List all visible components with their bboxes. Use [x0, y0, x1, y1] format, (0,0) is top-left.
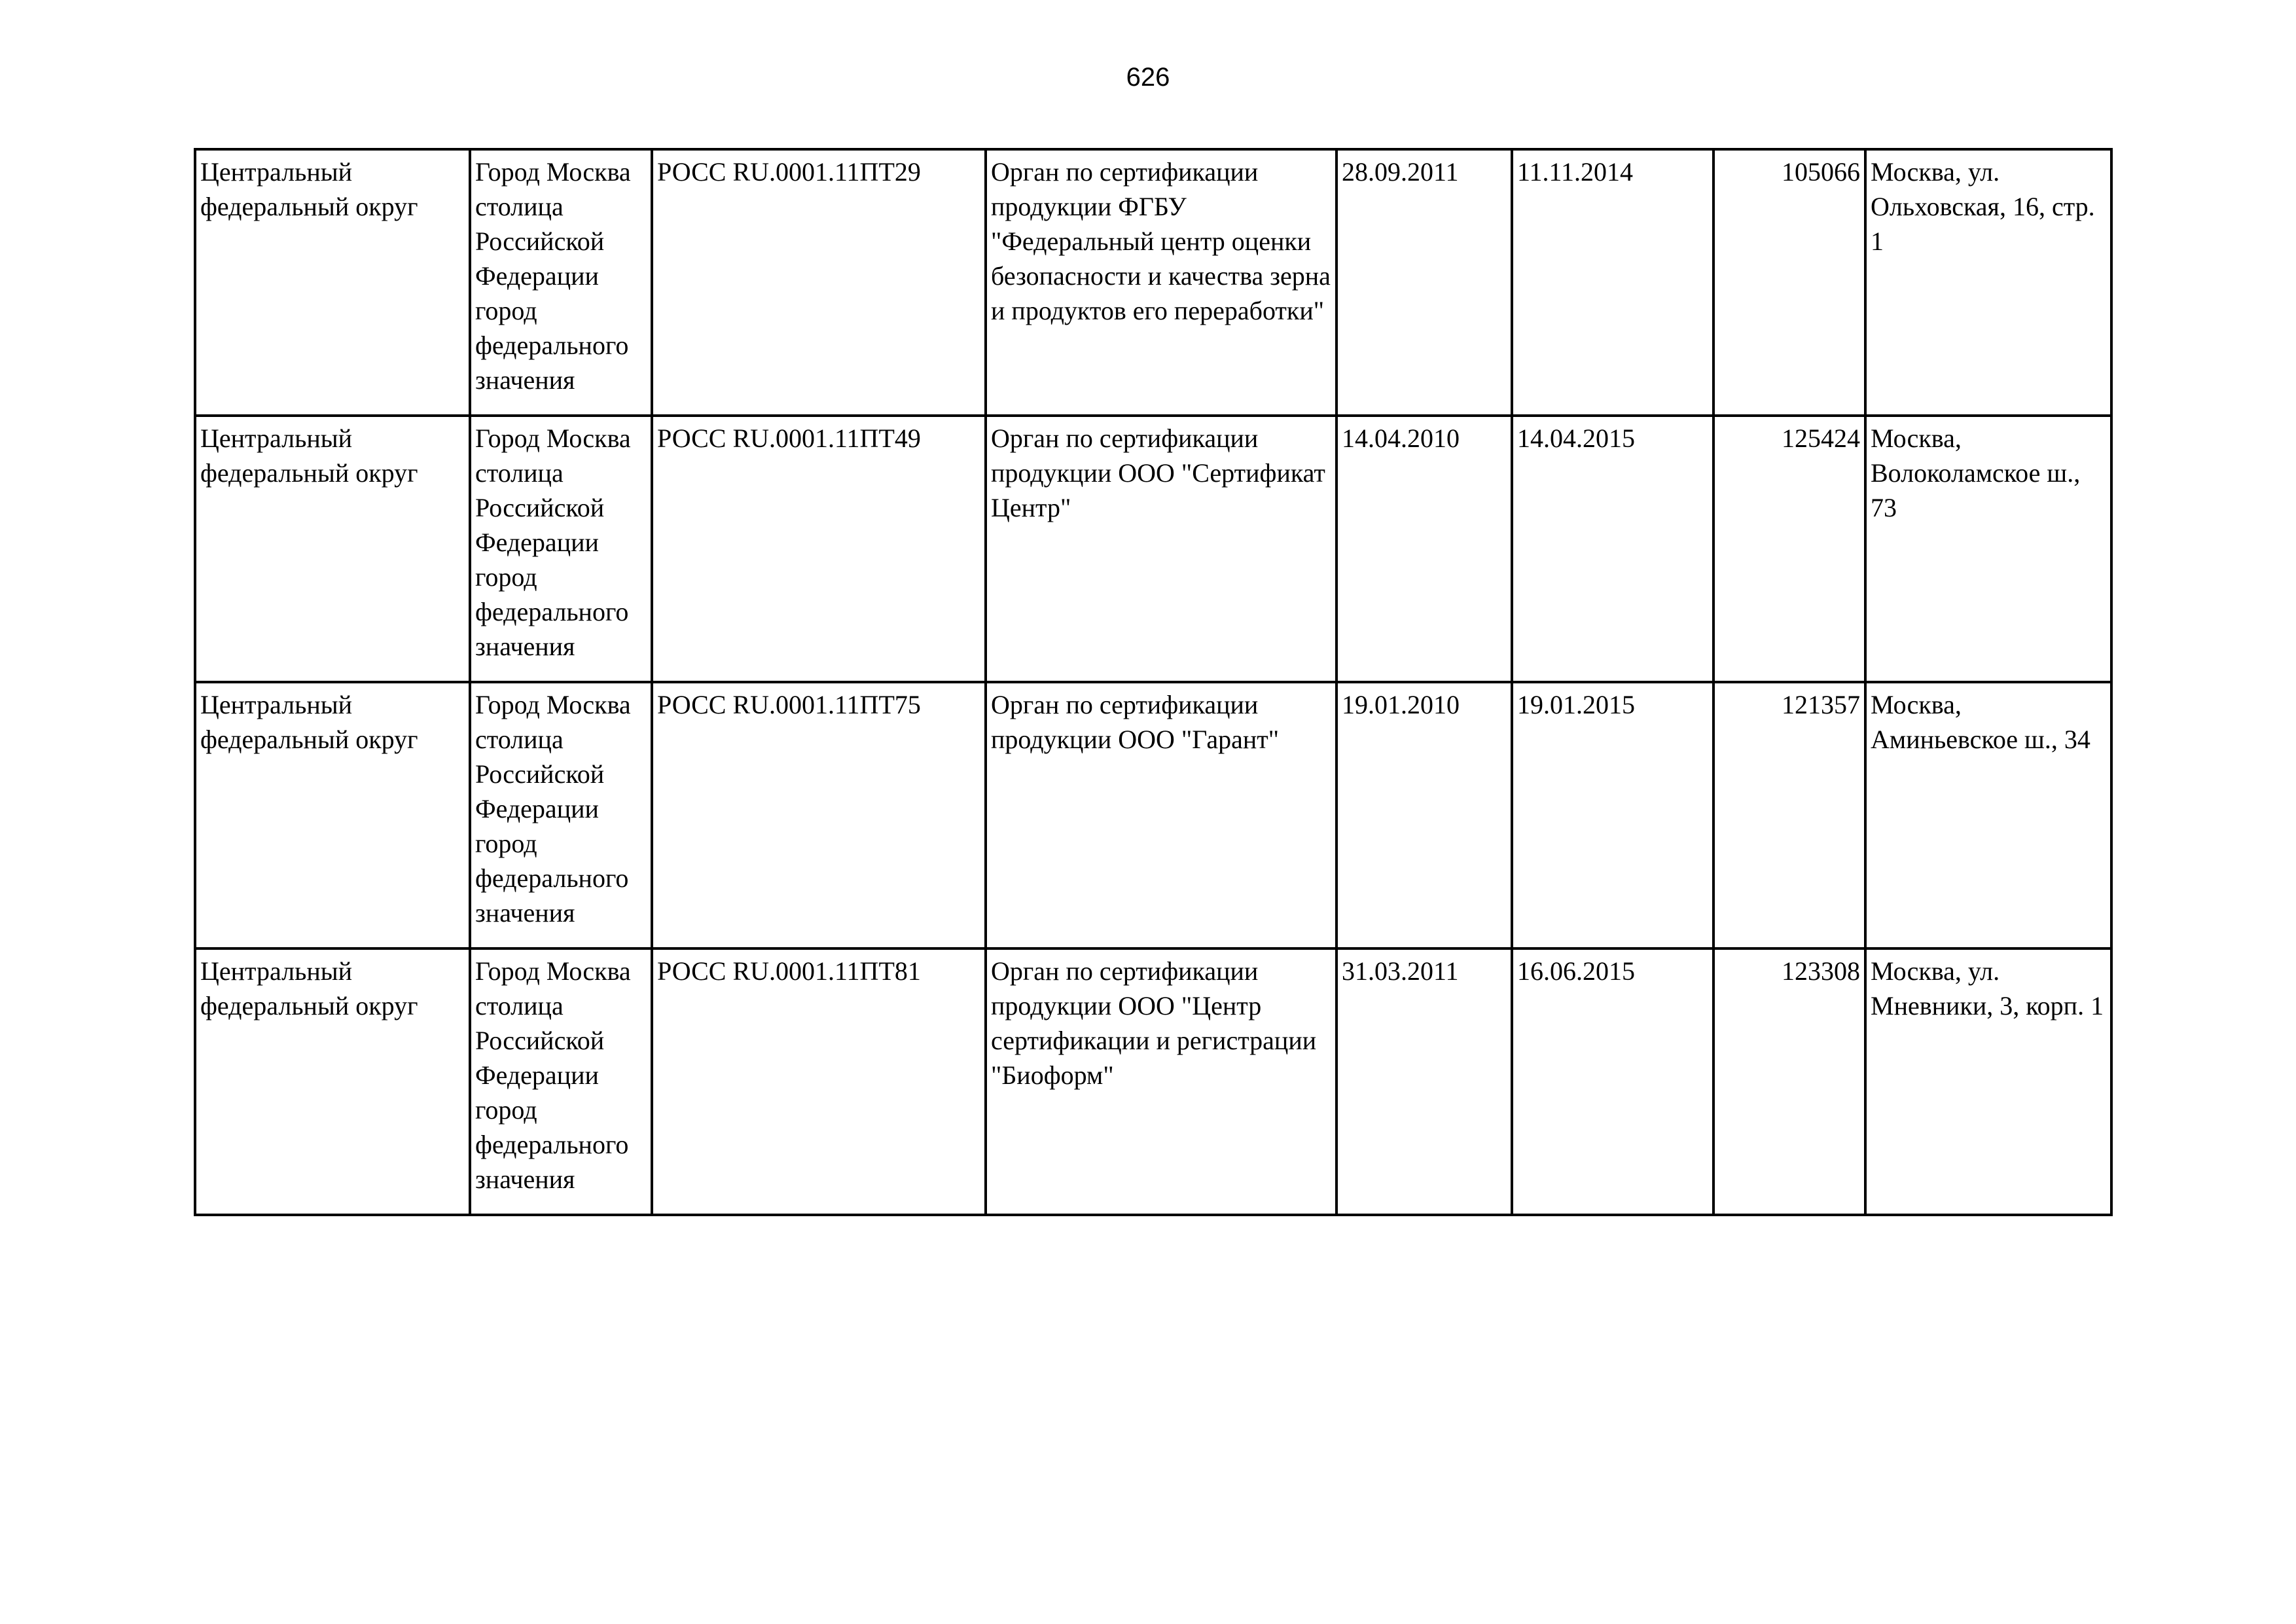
reg-number-cell: РОСС RU.0001.11ПТ49 [652, 416, 986, 682]
region-cell: Город Москва столица Российской Федерации город федерального значения [470, 682, 652, 948]
district-cell: Центральный федеральный округ [195, 149, 470, 416]
date-to-cell: 11.11.2014 [1512, 149, 1713, 416]
organization-cell: Орган по сертификации продукции ООО "Центр сертификации и регистрации "Биоформ" [986, 948, 1336, 1215]
table-row [195, 948, 2111, 1215]
district-cell: Центральный федеральный округ [195, 682, 470, 948]
organization-cell: Орган по сертификации продукции ООО "Гарант" [986, 682, 1336, 948]
table-row [195, 149, 2111, 416]
address-cell: Москва, ул. Мневники, 3, корп. 1 [1865, 948, 2111, 1215]
date-from-cell: 19.01.2010 [1336, 682, 1512, 948]
reg-number-cell: РОСС RU.0001.11ПТ81 [652, 948, 986, 1215]
date-to-cell: 14.04.2015 [1512, 416, 1713, 682]
date-from-cell: 31.03.2011 [1336, 948, 1512, 1215]
date-to-cell: 19.01.2015 [1512, 682, 1713, 948]
region-cell: Город Москва столица Российской Федерации город федерального значения [470, 948, 652, 1215]
organization-cell: Орган по сертификации продукции ФГБУ "Федеральный центр оценки безопасности и качества зерна и продуктов его переработки" [986, 149, 1336, 416]
table-row [195, 682, 2111, 948]
zip-cell: 121357 [1713, 682, 1865, 948]
zip-cell: 125424 [1713, 416, 1865, 682]
zip-cell: 105066 [1713, 149, 1865, 416]
date-from-cell: 14.04.2010 [1336, 416, 1512, 682]
zip-cell: 123308 [1713, 948, 1865, 1215]
address-cell: Москва, Волоколамское ш., 73 [1865, 416, 2111, 682]
district-cell: Центральный федеральный округ [195, 948, 470, 1215]
date-from-cell: 28.09.2011 [1336, 149, 1512, 416]
region-cell: Город Москва столица Российской Федерации город федерального значения [470, 149, 652, 416]
address-cell: Москва, Аминьевское ш., 34 [1865, 682, 2111, 948]
date-to-cell: 16.06.2015 [1512, 948, 1713, 1215]
region-cell: Город Москва столица Российской Федерации город федерального значения [470, 416, 652, 682]
table-row [195, 416, 2111, 682]
reg-number-cell: РОСС RU.0001.11ПТ75 [652, 682, 986, 948]
organization-cell: Орган по сертификации продукции ООО "Сертификат Центр" [986, 416, 1336, 682]
reg-number-cell: РОСС RU.0001.11ПТ29 [652, 149, 986, 416]
certification-registry-table [194, 148, 2113, 1216]
address-cell: Москва, ул. Ольховская, 16, стр. 1 [1865, 149, 2111, 416]
district-cell: Центральный федеральный округ [195, 416, 470, 682]
page-number: 626 [1126, 63, 1170, 92]
